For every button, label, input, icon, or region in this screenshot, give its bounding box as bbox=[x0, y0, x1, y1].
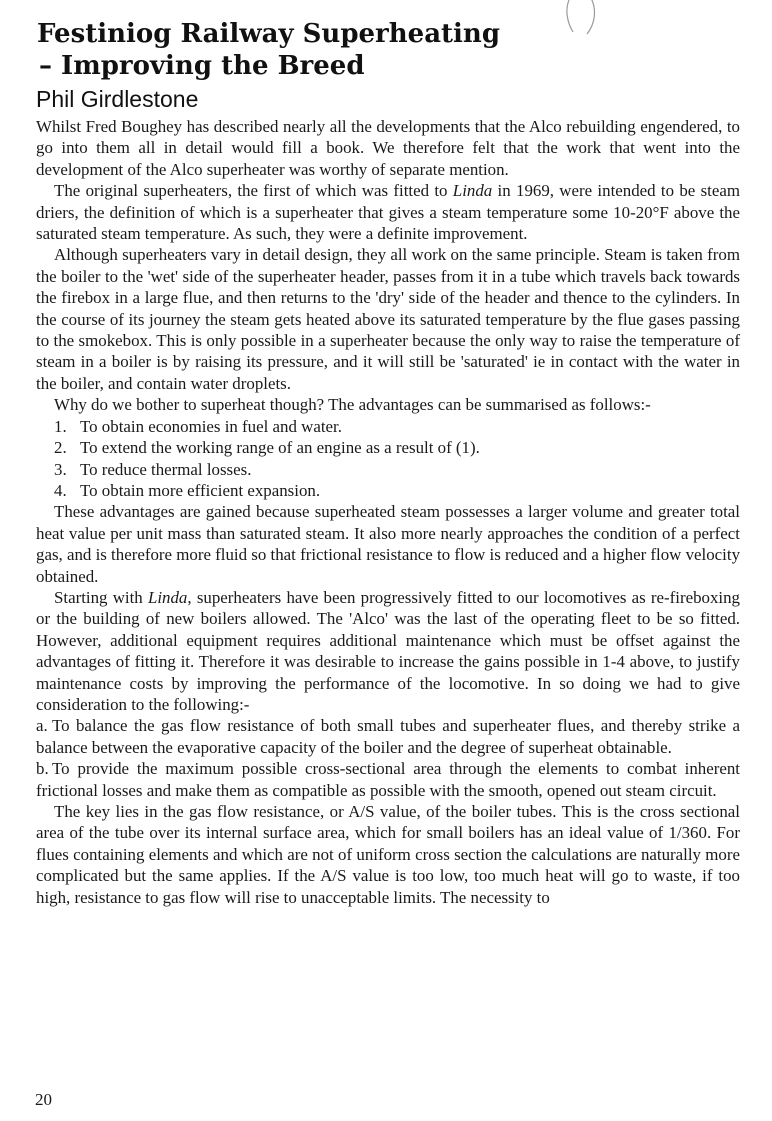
pencil-bracket-mark bbox=[561, 0, 601, 38]
paragraph-text: in 1969, were intended to be steam driers, the definition of which is a superheater that gives a steam temperature some 10-20°F above the saturated steam temperature. As such, they were a definite improvement. bbox=[36, 181, 741, 244]
locomotive-name: Linda bbox=[452, 181, 493, 201]
page-number: 20 bbox=[35, 1090, 52, 1109]
list-item bbox=[36, 459, 740, 480]
list-text: To reduce thermal losses. bbox=[80, 459, 252, 479]
paragraph-text: The original superheaters, the first of which was fitted to bbox=[54, 181, 453, 201]
paragraph-gas-flow-resistance: The key lies in the gas flow resistance, or A/S value, of the boiler tubes. This is the cross sectional area of the tube over its internal surface area, which for small boilers has an ideal value of 1/360. For flues containing elements and which are not of uniform cross section the calculations are naturally more complicated but the same applies. If the A/S value is too low, too much heat will go to waste, if too high, resistance to gas flow will rise to unacceptable limits. The necessity to bbox=[36, 802, 740, 907]
list-letter: a. bbox=[36, 716, 48, 736]
consideration-item-b bbox=[36, 758, 740, 801]
paragraph-text: Starting with bbox=[54, 587, 148, 607]
list-text: To balance the gas flow resistance of both small tubes and superheater flues, and thereby strike a balance between the evaporative capacity of the boiler and the degree of superheat obtainable. bbox=[36, 716, 740, 757]
list-text: To provide the maximum possible cross-sectional area through the elements to combat inherent frictional losses and make them as compatible as possible with the smooth, opened out steam circuit. bbox=[36, 759, 740, 800]
paragraph-intro: Whilst Fred Boughey has described nearly all the developments that the Alco rebuilding engendered, to go into them all in detail would fill a book. We therefore felt that the work that went into the development of the Alco superheater was worthy of separate mention. bbox=[36, 117, 740, 179]
list-item bbox=[36, 416, 740, 437]
list-item bbox=[36, 437, 740, 458]
list-number: 4. bbox=[54, 480, 67, 500]
consideration-item-a bbox=[36, 715, 740, 758]
article-title-line-2: – Improving the Breed bbox=[39, 51, 365, 81]
list-text: To obtain more efficient expansion. bbox=[80, 480, 321, 500]
paragraph-why-superheat: Why do we bother to superheat though? The advantages can be summarised as follows:- bbox=[54, 395, 651, 415]
list-item bbox=[36, 480, 740, 501]
list-number: 3. bbox=[54, 459, 67, 479]
list-number: 2. bbox=[54, 438, 67, 458]
locomotive-name: Linda bbox=[147, 587, 188, 607]
list-text: To obtain economies in fuel and water. bbox=[80, 416, 342, 436]
paragraph-original-superheaters bbox=[36, 180, 740, 244]
article-body bbox=[36, 116, 740, 908]
paragraph-text: , superheaters have been progressively fitted to our locomotives as re-fireboxing or the building of new boilers allowed. The 'Alco' was the last of the operating fleet to be so fitted. However, additional equipment requires additional maintenance which must be offset against the advantages of fitting it. Therefore it was desirable to increase the gains possible in 1-4 above, to justify maintenance costs by improving the performance of the locomotive. In so doing we had to give consideration to the following:- bbox=[36, 587, 740, 714]
article-title bbox=[37, 18, 500, 82]
list-letter: b. bbox=[36, 759, 49, 779]
paragraph-advantages-gained: These advantages are gained because superheated steam possesses a larger volume and greater total heat value per unit mass than saturated steam. It also more nearly approaches the condition of a perfect gas, and is therefore more fluid so that frictional resistance to flow is reduced and a higher flow velocity obtained. bbox=[36, 502, 741, 586]
paragraph-starting-with-linda bbox=[36, 587, 740, 715]
advantages-list bbox=[36, 416, 740, 502]
author-name: Phil Girdlestone bbox=[36, 86, 199, 112]
list-number: 1. bbox=[54, 416, 67, 436]
list-text: To extend the working range of an engine as a result of (1). bbox=[80, 438, 480, 458]
paragraph-principle: Although superheaters vary in detail design, they all work on the same principle. Steam is taken from the boiler to the 'wet' side of the superheater header, passes from it in a tube which travels back towards the firebox in a large flue, and then returns to the 'dry' side of the header and thence to the cylinders. In the course of its journey the steam gets heated above its saturated temperature by the flue gases passing to the smokebox. This is only possible in a superheater because the only way to raise the temperature of steam in a boiler is by raising its pressure, and it will still be 'saturated' ie in contact with the water in the boiler, and contain water droplets. bbox=[36, 245, 740, 393]
article-title-line-1: Festiniog Railway Superheating bbox=[37, 19, 501, 49]
